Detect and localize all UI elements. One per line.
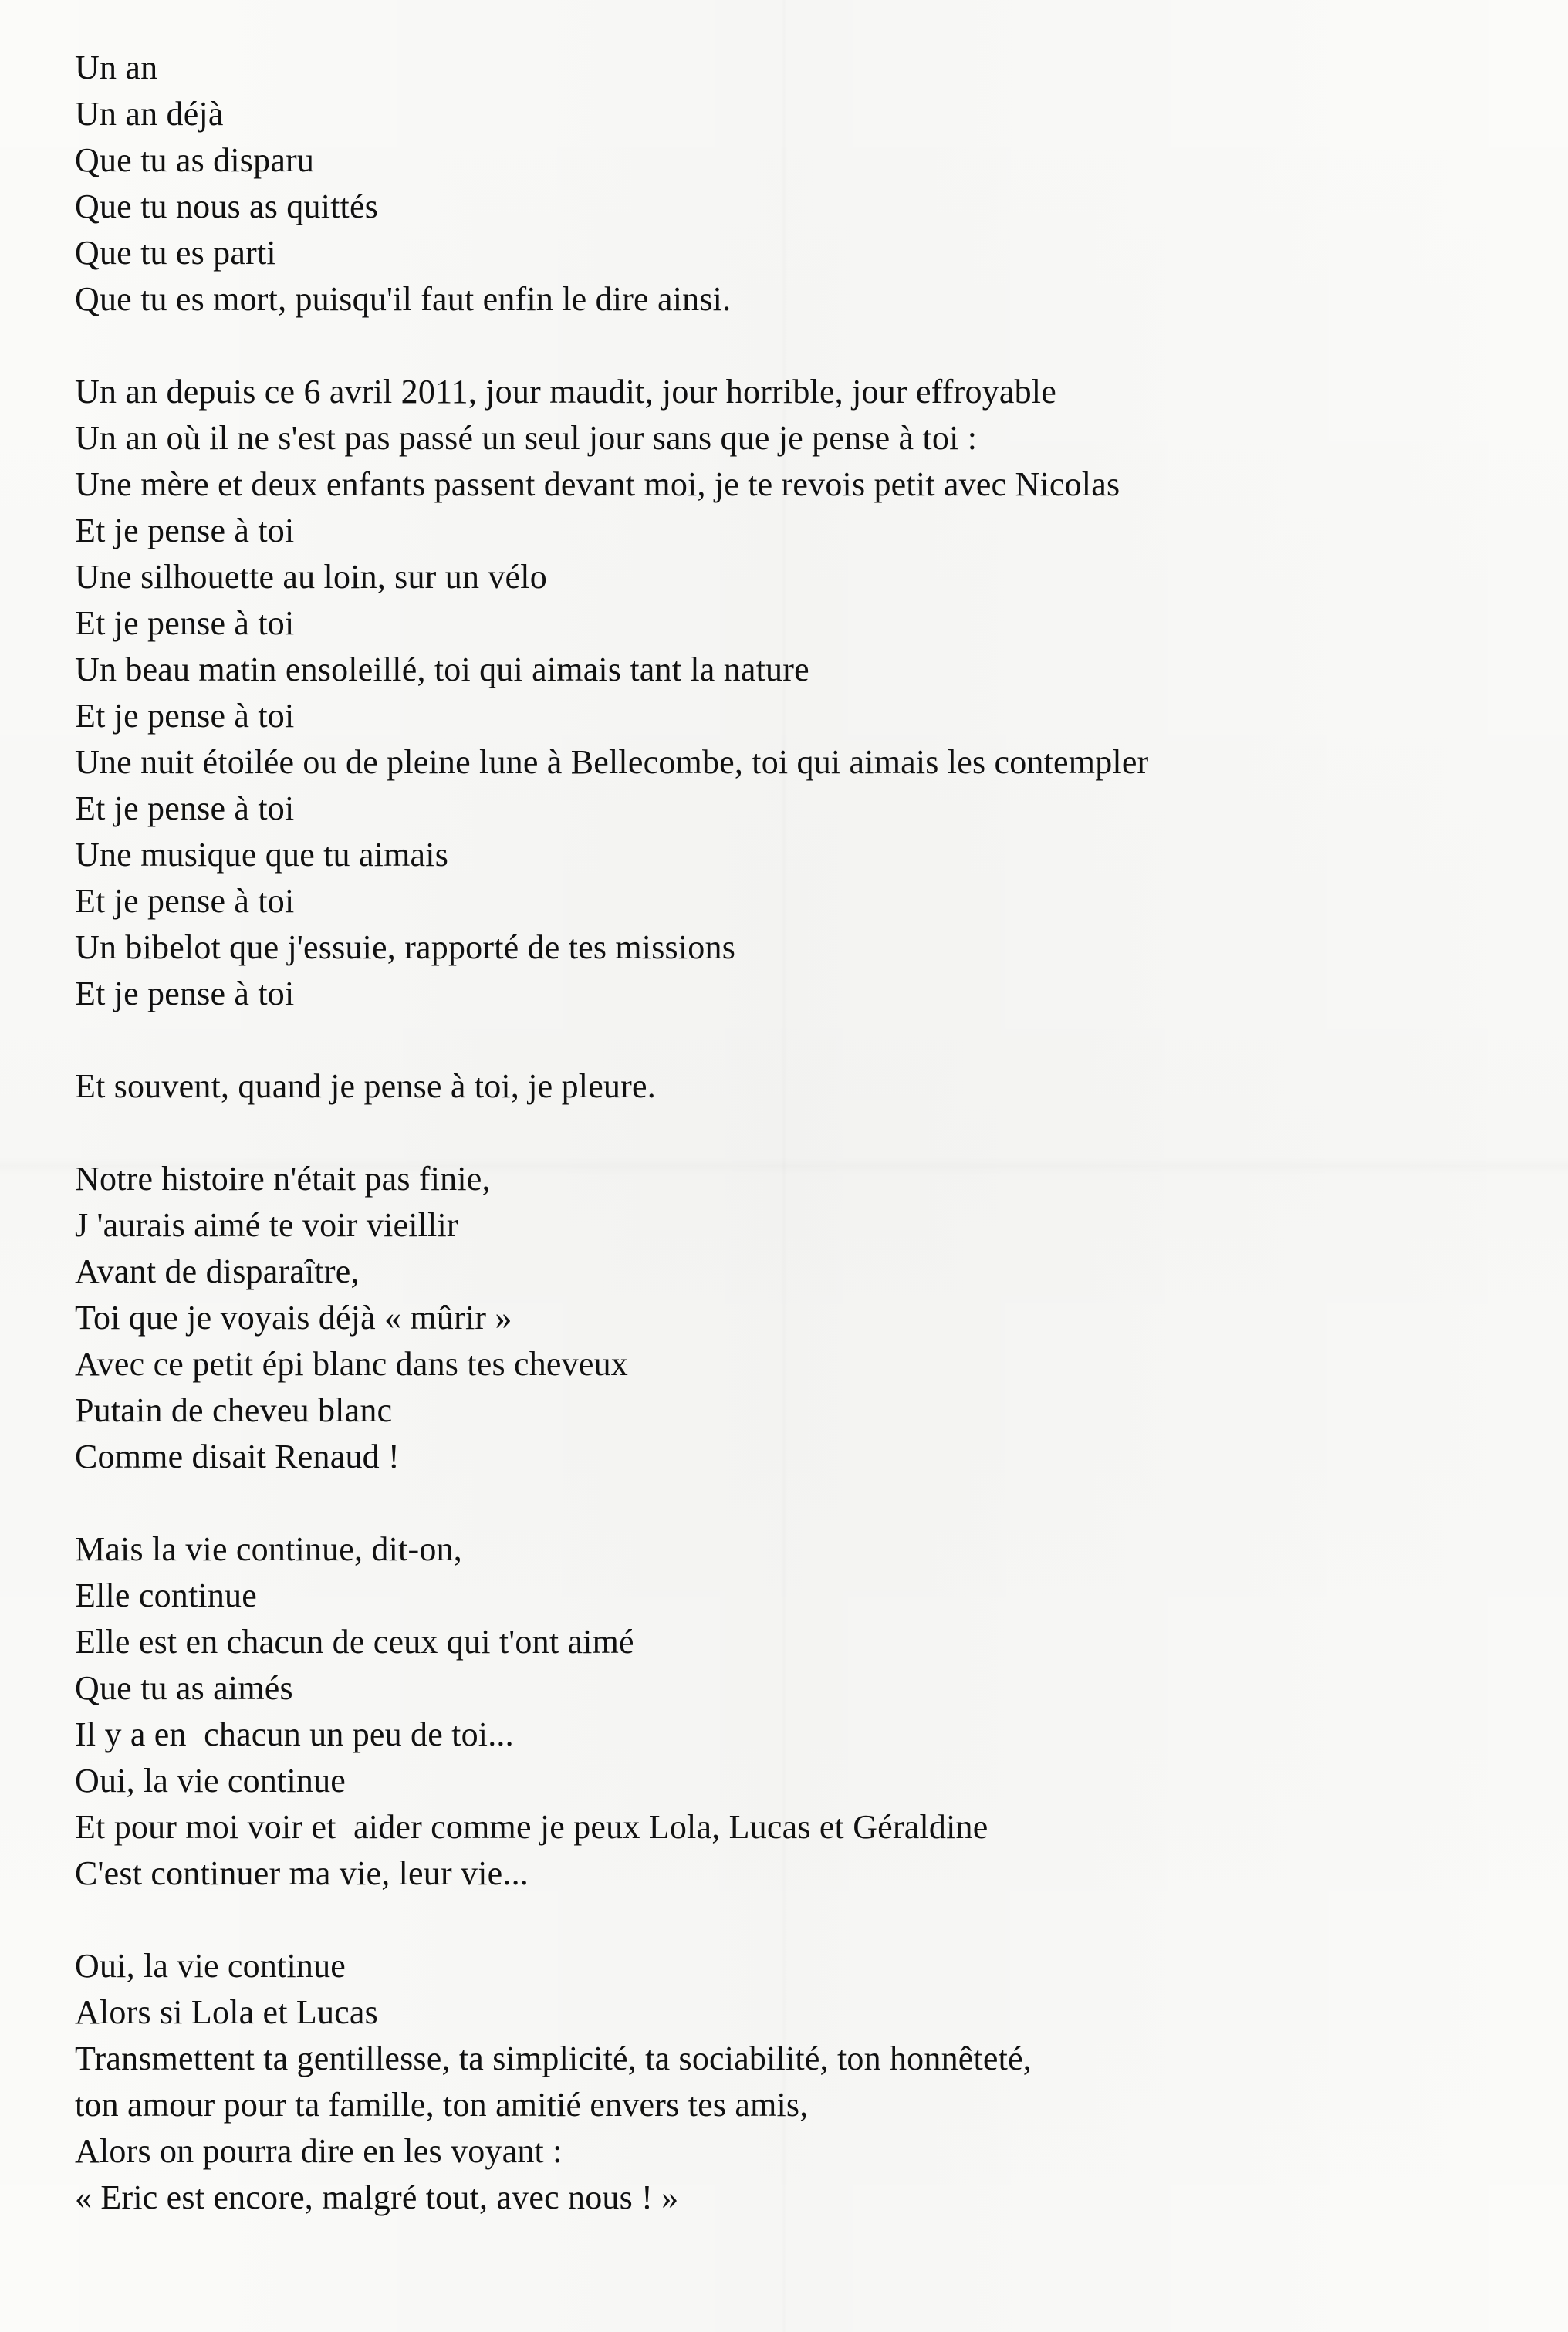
- poem-line: Que tu es parti: [75, 234, 276, 272]
- poem-line: Une mère et deux enfants passent devant moi, je te revois petit avec Nicolas: [75, 465, 1120, 503]
- poem-stanza: [75, 1063, 1526, 1110]
- poem-line: Un beau matin ensoleillé, toi qui aimais tant la nature: [75, 651, 809, 688]
- poem-line: Avant de disparaître,: [75, 1252, 360, 1290]
- poem-line: Oui, la vie continue: [75, 1947, 346, 1985]
- poem-line: Elle continue: [75, 1577, 257, 1614]
- poem-line: Et souvent, quand je pense à toi, je pleure.: [75, 1067, 656, 1105]
- poem-line: Avec ce petit épi blanc dans tes cheveux: [75, 1345, 628, 1383]
- poem-stanza: [75, 1943, 1526, 2221]
- poem-line: Un an déjà: [75, 95, 224, 133]
- poem-line: Elle est en chacun de ceux qui t'ont aimé: [75, 1623, 634, 1661]
- poem-line: Toi que je voyais déjà « mûrir »: [75, 1299, 512, 1337]
- poem-line: Il y a en chacun un peu de toi...: [75, 1715, 514, 1753]
- poem-line: Que tu as aimés: [75, 1669, 293, 1707]
- poem-line: Une musique que tu aimais: [75, 836, 449, 874]
- poem-line: Que tu es mort, puisqu'il faut enfin le dire ainsi.: [75, 280, 732, 318]
- poem-line: Que tu as disparu: [75, 141, 315, 179]
- poem-line: J 'aurais aimé te voir vieillir: [75, 1206, 458, 1244]
- poem-line: Une nuit étoilée ou de pleine lune à Bellecombe, toi qui aimais les contempler: [75, 743, 1149, 781]
- poem-line: Un bibelot que j'essuie, rapporté de tes missions: [75, 928, 736, 966]
- poem-stanza: [75, 369, 1526, 1017]
- poem-stanza: [75, 1526, 1526, 1897]
- poem-line: Un an: [75, 49, 158, 86]
- poem-line: Et je pense à toi: [75, 604, 295, 642]
- poem-line: ton amour pour ta famille, ton amitié envers tes amis,: [75, 2086, 809, 2124]
- poem-stanza: [75, 45, 1526, 323]
- poem-line: Que tu nous as quittés: [75, 188, 379, 225]
- poem-line: Et je pense à toi: [75, 789, 295, 827]
- poem-text: [75, 45, 1526, 2221]
- poem-line: C'est continuer ma vie, leur vie...: [75, 1854, 529, 1892]
- poem-line: Notre histoire n'était pas finie,: [75, 1160, 491, 1198]
- poem-stanza: [75, 1156, 1526, 1480]
- poem-line: Comme disait Renaud !: [75, 1438, 400, 1475]
- poem-line: Mais la vie continue, dit-on,: [75, 1530, 462, 1568]
- poem-line: Une silhouette au loin, sur un vélo: [75, 558, 547, 596]
- poem-line: Oui, la vie continue: [75, 1762, 346, 1800]
- poem-line: Et je pense à toi: [75, 512, 295, 549]
- poem-line: Un an où il ne s'est pas passé un seul jour sans que je pense à toi :: [75, 419, 978, 457]
- poem-line: Putain de cheveu blanc: [75, 1391, 393, 1429]
- poem-line: Et pour moi voir et aider comme je peux Lola, Lucas et Géraldine: [75, 1808, 988, 1846]
- poem-line: Alors si Lola et Lucas: [75, 1993, 378, 2031]
- poem-line: Et je pense à toi: [75, 975, 295, 1012]
- poem-line: Et je pense à toi: [75, 882, 295, 920]
- poem-line: Et je pense à toi: [75, 697, 295, 735]
- poem-line: « Eric est encore, malgré tout, avec nous ! »: [75, 2178, 679, 2216]
- poem-line: Transmettent ta gentillesse, ta simplicité, ta sociabilité, ton honnêteté,: [75, 2040, 1032, 2077]
- poem-line: Un an depuis ce 6 avril 2011, jour maudit, jour horrible, jour effroyable: [75, 373, 1056, 411]
- poem-line: Alors on pourra dire en les voyant :: [75, 2132, 563, 2170]
